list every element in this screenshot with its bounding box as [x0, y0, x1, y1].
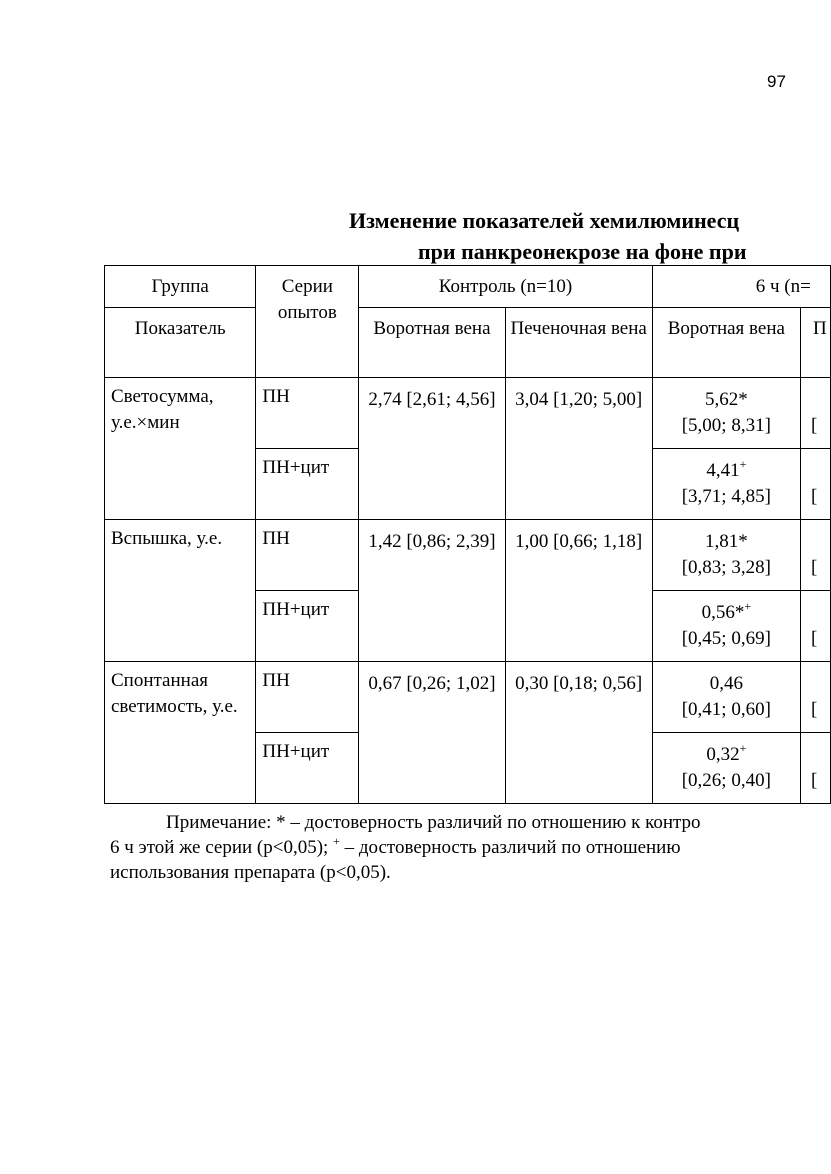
cut-cell: [800, 733, 830, 804]
header-6h-text: 6 ч (n=: [755, 276, 811, 297]
indicator-light-sum: Светосумма, у.е.×мин: [105, 378, 256, 520]
header-portal-vein-6h: Воротная вена: [652, 308, 800, 378]
title-line-1: Изменение показателей хемилюминесц: [349, 208, 740, 233]
h6-pncit-range: [0,45; 0,69]: [681, 628, 771, 649]
cut-cell: [800, 662, 830, 733]
header-portal-vein: Воротная вена: [359, 308, 505, 378]
cut-cell: [800, 449, 830, 520]
h6-pncit-value: 0,32: [706, 744, 740, 765]
table-note: [110, 810, 831, 885]
series-pn: ПН: [256, 520, 359, 591]
cut-cell: [800, 378, 830, 449]
series-pn: ПН: [256, 662, 359, 733]
cut-bracket: [: [810, 415, 818, 436]
data-table: [104, 265, 831, 804]
h6-pn-range: [5,00; 8,31]: [681, 415, 771, 436]
header-indicator: Показатель: [105, 308, 256, 378]
h6-pncit-cell: [652, 449, 800, 520]
h6-pn-value: 1,81*: [704, 531, 748, 552]
control-hepatic-value: 3,04 [1,20; 5,00]: [505, 378, 652, 520]
note-line-3: использования препарата (р<0,05).: [110, 862, 391, 883]
cut-cell: [800, 591, 830, 662]
series-pn-cit: ПН+цит: [256, 591, 359, 662]
note-line-2: [110, 835, 831, 860]
cut-bracket: [: [810, 628, 818, 649]
indicator-flash: Вспышка, у.е.: [105, 520, 256, 662]
indicator-spontaneous-luminosity: Спонтанная светимость, у.е.: [105, 662, 256, 804]
h6-pn-cell: [652, 520, 800, 591]
page-number: 97: [767, 72, 786, 91]
significance-mark: +: [739, 740, 747, 755]
note-mark: +: [333, 833, 340, 848]
cut-bracket: [: [810, 486, 818, 507]
series-pn-cit: ПН+цит: [256, 449, 359, 520]
header-group: Группа: [105, 266, 256, 308]
header-next-col-cut: П: [800, 308, 830, 378]
control-portal-value: 2,74 [2,61; 4,56]: [359, 378, 505, 520]
cut-cell: [800, 520, 830, 591]
significance-mark: +: [739, 456, 747, 471]
h6-pncit-cell: [652, 591, 800, 662]
h6-pn-range: [0,83; 3,28]: [681, 557, 771, 578]
header-control: Контроль (n=10): [359, 266, 652, 308]
cut-bracket: [: [810, 770, 818, 791]
series-pn: ПН: [256, 378, 359, 449]
h6-pncit-cell: [652, 733, 800, 804]
control-hepatic-value: 1,00 [0,66; 1,18]: [505, 520, 652, 662]
h6-pn-cell: [652, 662, 800, 733]
cut-bracket: [: [810, 557, 818, 578]
h6-pn-cell: [652, 378, 800, 449]
header-series: Серии опытов: [256, 266, 359, 378]
note-line-2b: – достоверность различий по отношению: [339, 837, 681, 858]
h6-pn-range: [0,41; 0,60]: [681, 699, 771, 720]
header-hepatic-vein: Печеночная вена: [505, 308, 652, 378]
h6-pn-value: 5,62*: [704, 389, 748, 410]
series-pn-cit: ПН+цит: [256, 733, 359, 804]
control-hepatic-value: 0,30 [0,18; 0,56]: [505, 662, 652, 804]
significance-mark: +: [744, 598, 752, 613]
control-portal-value: 1,42 [0,86; 2,39]: [359, 520, 505, 662]
control-portal-value: 0,67 [0,26; 1,02]: [359, 662, 505, 804]
cut-bracket: [: [810, 699, 818, 720]
header-6h: [652, 266, 830, 308]
h6-pncit-range: [0,26; 0,40]: [681, 770, 771, 791]
note-line-1: Примечание: * – достоверность различий по отношению к контро: [166, 812, 701, 833]
h6-pncit-value: 4,41: [706, 460, 740, 481]
h6-pncit-value: 0,56*: [701, 602, 745, 623]
h6-pn-value: 0,46: [709, 673, 743, 694]
note-line-2a: 6 ч этой же серии (р<0,05);: [110, 837, 334, 858]
h6-pncit-range: [3,71; 4,85]: [681, 486, 771, 507]
title-line-2: при панкреонекрозе на фоне при: [418, 239, 747, 264]
